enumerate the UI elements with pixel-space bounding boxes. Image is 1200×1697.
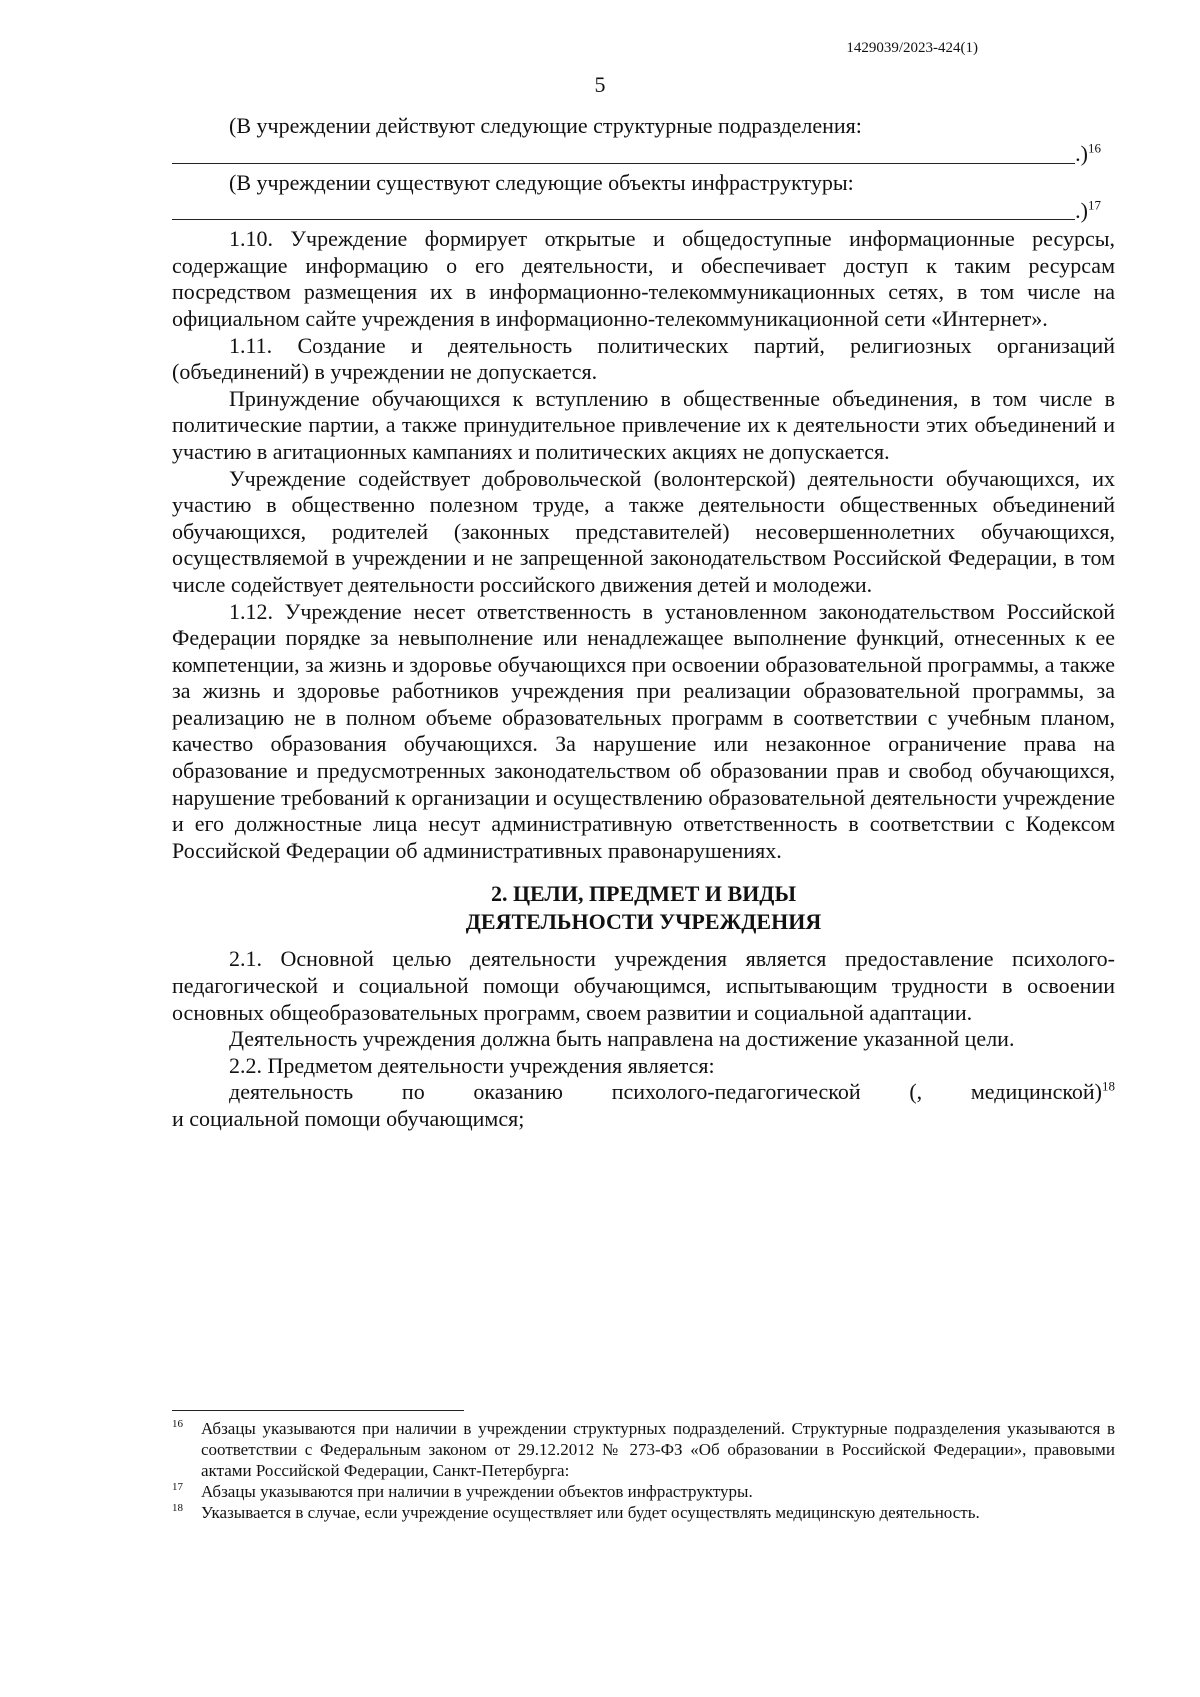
paragraph-1-12: 1.12. Учреждение несет ответственность в установленном законодательством Российской Федерации порядке за невыполнение или ненадлежащее выполнение функций, отнесенных к ее компетенции, за жизнь и здоровье обучающихся при освоении образовательной программы, а также за жизнь и здоровье работников учреждения при реализации образовательной программы, за реализацию не в полном объеме образовательных программ в соответствии с учебным планом, качество образования обучающихся. За нарушение или незаконное ограничение права на образование и предусмотренных законодательством об образовании прав и свобод обучающихся, нарушение требований к организации и осуществлению образовательной деятельности учреждение и его должностные лица несут административную ответственность в соответствии с Кодексом Российской Федерации об административных правонарушениях. bbox=[172, 598, 1115, 863]
footnote-text: Абзацы указываются при наличии в учреждении структурных подразделений. Структурные подразделения указываются в соответствии с Федеральным законом от 29.12.2012 № 273-ФЗ «Об образовании в Российской Федерации», правовыми актами Российской Федерации, Санкт-Петербурга: bbox=[201, 1419, 1115, 1480]
paragraph-1-11-volunteer: Учреждение содействует добровольческой (волонтерской) деятельности обучающихся, их участию в общественно полезном труде, а также деятельности общественных объединений обучающихся, родителей (законных представителей) несовершеннолетних обучающихся, осуществляемой в учреждении и не запрещенной законодательством Российской Федерации, в том числе содействует деятельности российского движения детей и молодежи. bbox=[172, 465, 1115, 597]
section-2-heading bbox=[172, 880, 1115, 936]
document-id: 1429039/2023-424(1) bbox=[846, 40, 978, 56]
blank-label-divisions: (В учреждении действуют следующие структурные подразделения: bbox=[229, 113, 862, 138]
paragraph-2-2: 2.2. Предметом деятельности учреждения является: bbox=[229, 1052, 715, 1078]
paragraph-1-10: 1.10. Учреждение формирует открытые и общедоступные информационные ресурсы, содержащие информацию о его деятельности, и обеспечивает доступ к таким ресурсам посредством размещения их в информационно-телекоммуникационных сетях, в том числе на официальном сайте учреждения в информационно-телекоммуникационной сети «Интернет». bbox=[172, 226, 1115, 331]
footnote-ref: 17 bbox=[1088, 197, 1101, 213]
paragraph-2-2-item-cont: и социальной помощи обучающимся; bbox=[172, 1106, 525, 1131]
paragraph-1-11: 1.11. Создание и деятельность политических партий, религиозных организаций (объединений) в учреждении не допускается. bbox=[172, 332, 1115, 385]
section-heading-line: ДЕЯТЕЛЬНОСТИ УЧРЕЖДЕНИЯ bbox=[465, 909, 822, 935]
blank-field-infrastructure bbox=[172, 196, 1115, 226]
document-body bbox=[172, 113, 1115, 1133]
blank-close: .)$^{16}$ bbox=[1075, 140, 1101, 166]
footnote-ref: 18 bbox=[1102, 1079, 1115, 1095]
blank-label-infrastructure: (В учреждении существуют следующие объекты инфраструктуры: bbox=[229, 169, 854, 195]
footnote-mark: 18 bbox=[172, 1502, 183, 1514]
blank-close: .)$^{17}$ bbox=[1075, 197, 1101, 223]
paragraph-2-2-item bbox=[172, 1079, 1115, 1106]
footnote-text: Абзацы указываются при наличии в учреждении объектов инфраструктуры. bbox=[201, 1482, 753, 1501]
footnote-text: Указывается в случае, если учреждение осуществляет или будет осуществлять медицинскую деятельность. bbox=[201, 1503, 980, 1522]
footnote-separator bbox=[172, 1410, 464, 1411]
item-text: деятельность по оказанию психолого-педагогической (, медицинской) bbox=[229, 1079, 1102, 1105]
paragraph-1-11-coercion: Принуждение обучающихся к вступлению в общественные объединения, в том числе в политические партии, а также принудительное привлечение их к деятельности этих объединений и участию в агитационных кампаниях и политических акциях не допускается. bbox=[172, 385, 1115, 464]
section-heading-line: 2. ЦЕЛИ, ПРЕДМЕТ И ВИДЫ bbox=[490, 881, 797, 907]
blank-field-divisions bbox=[172, 140, 1115, 170]
page-number: 5 bbox=[594, 72, 606, 97]
footnote bbox=[172, 1481, 1115, 1502]
paragraph-2-1-goal: Деятельность учреждения должна быть направлена на достижение указанной цели. bbox=[229, 1026, 1015, 1052]
fill-line bbox=[172, 219, 1075, 220]
footnote bbox=[172, 1502, 1115, 1523]
footnote-mark: 17 bbox=[172, 1481, 183, 1493]
footnote bbox=[172, 1418, 1115, 1481]
footnote-ref: 16 bbox=[1088, 140, 1101, 156]
footnote-mark: 16 bbox=[172, 1418, 183, 1430]
fill-line bbox=[172, 163, 1075, 164]
footnotes bbox=[172, 1418, 1115, 1523]
paragraph-2-1: 2.1. Основной целью деятельности учреждения является предоставление психолого-педагогической и социальной помощи обучающимся, испытывающим трудности в освоении основных общеобразовательных программ, своем развитии и социальной адаптации. bbox=[172, 946, 1115, 1025]
